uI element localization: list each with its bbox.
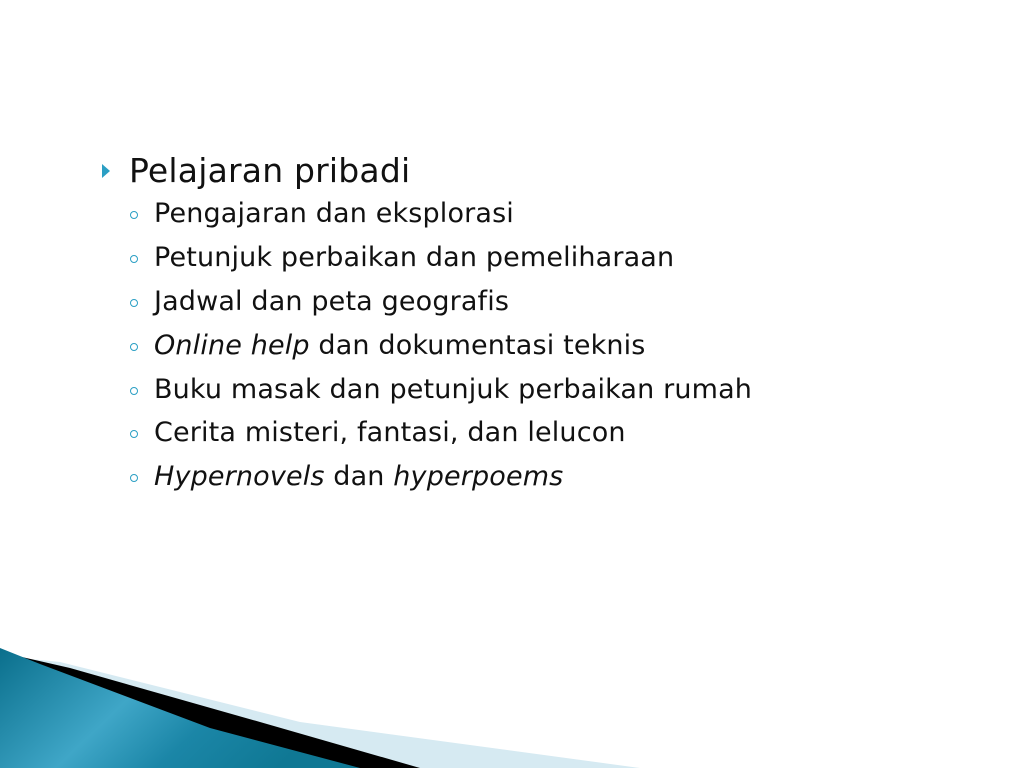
- sub-bullet-text: Jadwal dan peta geografis: [154, 285, 510, 317]
- sub-bullet-item: [100, 323, 980, 367]
- sub-bullet-text: Pengajaran dan eksplorasi: [154, 198, 514, 230]
- italic-term: Hypernovels: [154, 461, 325, 493]
- sub-bullet-text: Online help dan dokumentasi teknis: [154, 329, 646, 361]
- italic-term: hyperpoems: [393, 461, 564, 493]
- sub-bullet-item: [100, 411, 980, 455]
- slide-content: [100, 148, 980, 499]
- circle-outline-icon: [130, 343, 138, 351]
- circle-outline-icon: [130, 474, 138, 482]
- circle-outline-icon: [130, 387, 138, 395]
- sub-bullet-text: Hypernovels dan hyperpoems: [154, 461, 564, 493]
- sub-bullet-text: Buku masak dan petunjuk perbaikan rumah: [154, 373, 753, 405]
- circle-outline-icon: [130, 430, 138, 438]
- sub-bullet-item: [100, 192, 980, 236]
- sub-bullet-text: Cerita misteri, fantasi, dan lelucon: [154, 417, 626, 449]
- circle-outline-icon: [130, 211, 138, 219]
- sub-bullet-list: [100, 192, 980, 499]
- circle-outline-icon: [130, 299, 138, 307]
- italic-term: Online help: [154, 329, 310, 361]
- sub-bullet-text: Petunjuk perbaikan dan pemeliharaan: [154, 242, 675, 274]
- circle-outline-icon: [130, 255, 138, 263]
- bullet-heading: Pelajaran pribadi: [129, 150, 411, 190]
- triangle-right-icon: [102, 164, 110, 178]
- sub-bullet-item: [100, 455, 980, 499]
- sub-bullet-item: [100, 280, 980, 324]
- sub-bullet-item: [100, 367, 980, 411]
- decorative-wave: [0, 640, 1024, 768]
- bullet-level1: [100, 148, 980, 192]
- sub-bullet-item: [100, 236, 980, 280]
